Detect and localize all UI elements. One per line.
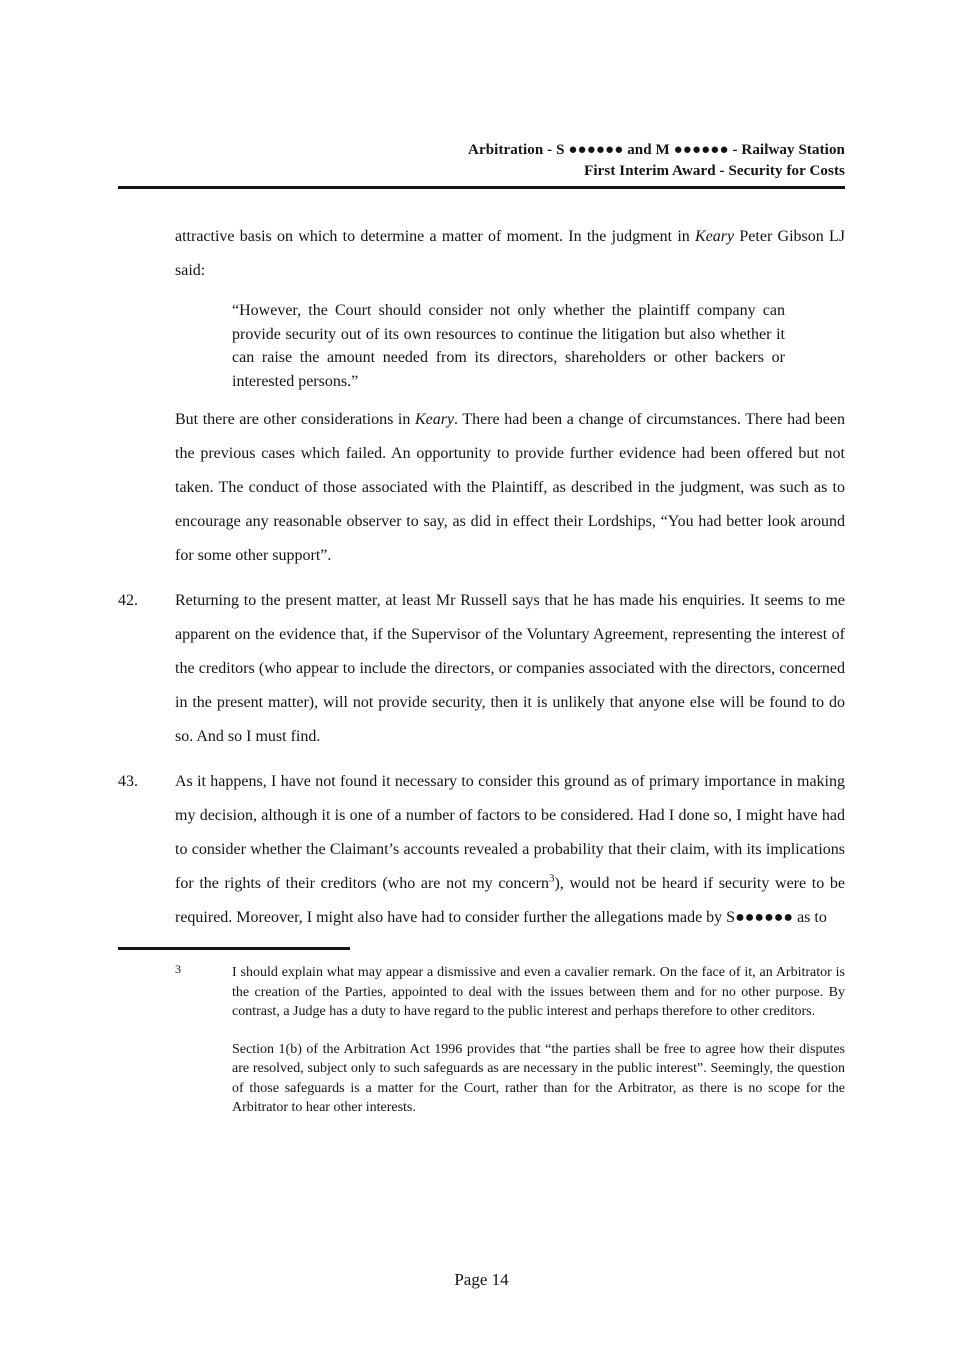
paragraph-text-after-ref: ), would not be heard if security were to be required. Moreover, I might also have had to consider further the allegations made by S●●●●●● as to	[175, 875, 845, 926]
document-header	[468, 140, 845, 182]
paragraph-text-before-ref: As it happens, I have not found it necessary to consider this ground as of primary importance in making my decision, although it is one of a number of factors to be considered. Had I done so, I might have had to consider whether the Claimant’s accounts revealed a probability that their claim, with its implications for the rights of their creditors (who are not my concern	[175, 773, 845, 892]
page-number: Page 14	[454, 1270, 509, 1289]
numbered-paragraph-42	[118, 584, 845, 754]
footnote-number: 3	[175, 962, 181, 976]
numbered-paragraph-43	[118, 765, 845, 935]
intro-text-after: Peter Gibson LJ said:	[175, 228, 845, 279]
footnote-separator	[118, 947, 350, 950]
page-footer	[118, 1270, 845, 1290]
case-name-italic: Keary	[414, 411, 455, 428]
header-rule	[118, 186, 845, 189]
header-award-title: First Interim Award - Security for Costs	[584, 163, 845, 179]
footnote-3	[118, 963, 845, 1118]
paragraph-text	[175, 765, 845, 935]
header-case-title: Arbitration - S ●●●●●● and M ●●●●●● - Railway Station	[468, 142, 845, 158]
paragraph-number: 42.	[118, 592, 138, 609]
block-quote: “However, the Court should consider not only whether the plaintiff company can provide security out of its own resources to continue the litigation but also whether it can raise the amount needed from its directors, shareholders or other backers or interested persons.”	[232, 302, 785, 390]
case-name-italic: Keary	[695, 228, 735, 245]
keary-text-after: . There had been a change of circumstances. There had been the previous cases which failed. An opportunity to provide further evidence had been offered but not taken. The conduct of those associated with the Plaintiff, as described in the judgment, was such as to encourage any reasonable observer to say, as did in effect their Lordships, “You had better look around for some other support”.	[175, 411, 845, 564]
keary-paragraph	[175, 403, 845, 573]
intro-paragraph	[175, 220, 845, 288]
footnote-body	[232, 963, 845, 1118]
keary-text: But there are other considerations in	[175, 411, 415, 428]
paragraph-number: 43.	[118, 773, 138, 790]
paragraph-text: Returning to the present matter, at least Mr Russell says that he has made his enquiries. It seems to me apparent on the evidence that, if the Supervisor of the Voluntary Agreement, representing the interest of the creditors (who appear to include the directors, or companies associated with the directors, concerned in the present matter), will not provide security, then it is unlikely that anyone else will be found to do so. And so I must find.	[175, 592, 845, 745]
footnote-reference: 3	[548, 872, 555, 885]
footnote-paragraph-2: Section 1(b) of the Arbitration Act 1996 provides that “the parties shall be free to agree how their disputes are resolved, subject only to such safeguards as are necessary in the public interest”. Seemingly, the question of those safeguards is a matter for the Court, rather than for the Arbitrator, as there is no scope for the Arbitrator to hear other interests.	[232, 1041, 845, 1115]
intro-text: attractive basis on which to determine a matter of moment. In the judgment in	[175, 228, 696, 245]
footnote-paragraph-1: I should explain what may appear a dismissive and even a cavalier remark. On the face of it, an Arbitrator is the creation of the Parties, appointed to deal with the issues between them and for no other purpose. By contrast, a Judge has a duty to have regard to the public interest and perhaps therefore to other creditors.	[232, 965, 845, 1019]
document-body	[118, 220, 845, 1118]
